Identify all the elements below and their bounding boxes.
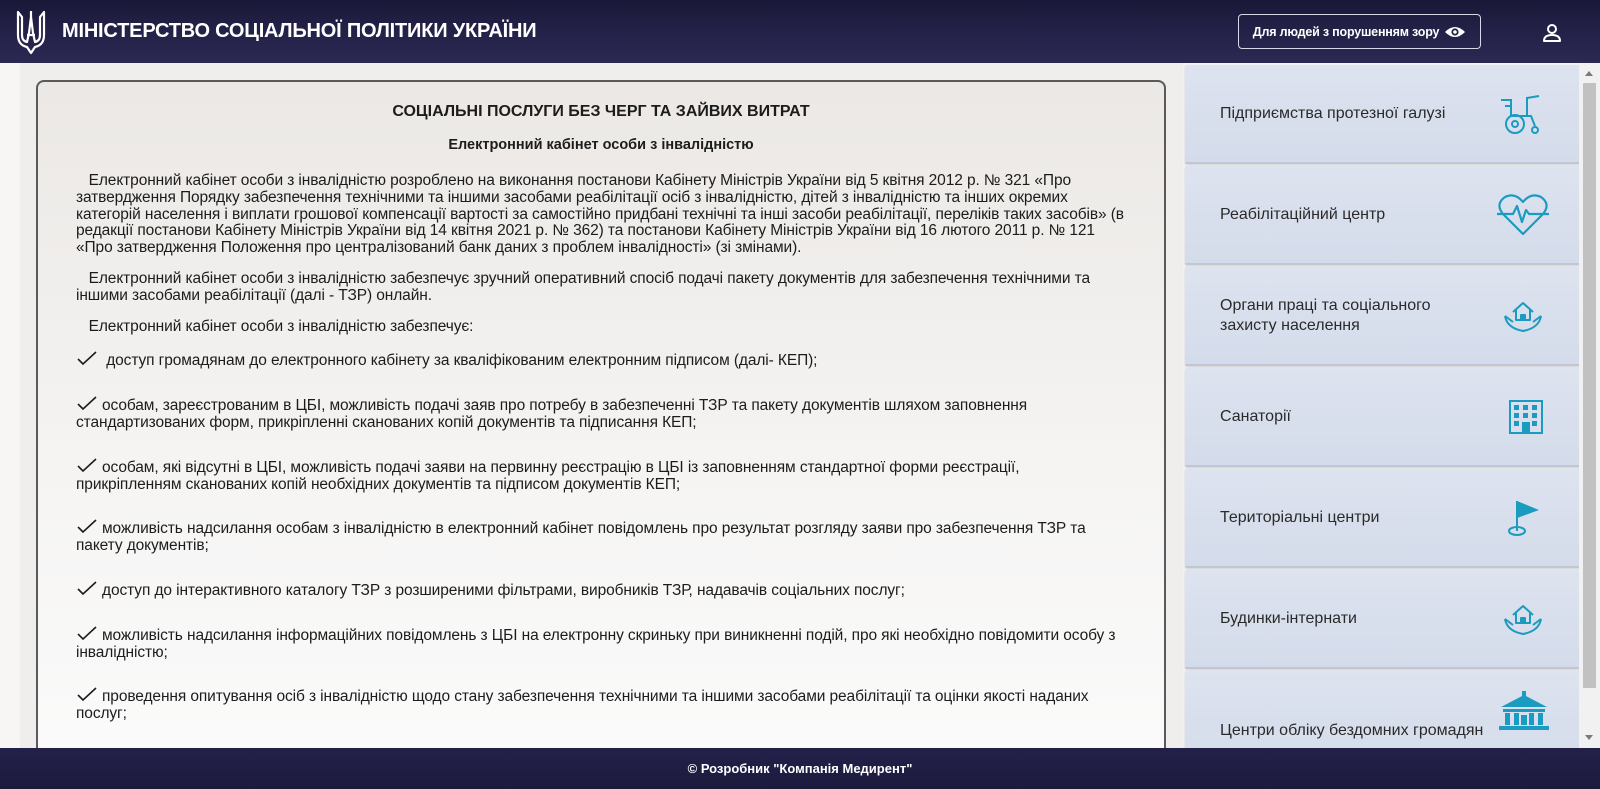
scrollbar-thumb[interactable] (1583, 83, 1596, 688)
checkmark-icon (76, 395, 98, 411)
list-item-text: проведення опитування осіб з інвалідністю щодо стану забезпечення технічними та іншими засобами реабілітації та оцінки якості наданих послуг; (76, 688, 1089, 723)
sidebar-item-sanatoriums[interactable] (1185, 368, 1579, 467)
sidebar-item-label: Будинки-інтернати (1220, 609, 1357, 627)
sidebar-item-label: Територіальні центри (1220, 508, 1380, 526)
app-footer (0, 748, 1600, 789)
features-list (76, 350, 1126, 723)
intro-paragraph: Електронний кабінет особи з інвалідністю розроблено на виконання постанови Кабінету Міністрів України від 5 квітня 2012 р. № 321 «Про затвердження Порядку забезпечення технічними та іншими засобами реабілітації осіб з інвалідністю, дітей з інвалідністю та інших окремих категорій населення і виплати грошової компенсації вартості за самостійно придбані технічні та інші засоби реабілітації, переліків таких засобів» (в редакції постанови Кабінету Міністрів України від 14 квітня 2021 р. № 362) та постанови Кабінету Міністрів України від 16 лютого 2011 р. № 121 «Про затвердження Положення про централізований банк даних з проблем інвалідності» (зі змінами). (76, 172, 1129, 257)
page-title: СОЦІАЛЬНІ ПОСЛУГИ БЕЗ ЧЕРГ ТА ЗАЙВИХ ВИТРАТ (392, 103, 810, 120)
low-vision-button-label: Для людей з порушенням зору (1252, 24, 1440, 39)
left-gutter (0, 63, 20, 748)
sidebar-item-label: Санаторії (1220, 407, 1291, 425)
scroll-down-arrow-icon[interactable] (1585, 735, 1593, 740)
eye-icon (1444, 25, 1466, 39)
list-item-text: особам, зареєстрованим в ЦБІ, можливість подачі заяв про потребу в забезпеченні ТЗР та пакету документів шляхом заповнення стандартизованих форм, прикріпленні сканованих копій документів та підписання КЕП; (76, 397, 1028, 431)
checkmark-icon (76, 580, 98, 596)
wheelchair-icon (1497, 92, 1543, 136)
description-paragraph: Електронний кабінет особи з інвалідністю забезпечує зручний оперативний спосіб подачі пакету документів для забезпечення технічними та іншими засобами реабілітації (далі - ТЗР) онлайн. (76, 269, 1095, 304)
list-item (76, 518, 1126, 555)
sidebar (1183, 63, 1579, 748)
scrollbar[interactable] (1579, 63, 1600, 748)
house-hands-icon (1503, 601, 1543, 637)
institution-icon (1497, 691, 1551, 731)
list-item-text: доступ громадянам до електронного кабінету за кваліфікованим електронним підписом (далі- КЕП); (102, 352, 818, 370)
sidebar-item-homeless-centers[interactable] (1185, 671, 1579, 748)
scroll-up-arrow-icon[interactable] (1585, 71, 1593, 76)
list-item-text: доступ до інтерактивного каталогу ТЗР з розширеними фільтрами, виробників ТЗР, надавачів соціальних послуг; (102, 581, 905, 599)
list-item (76, 457, 1126, 494)
checkmark-icon (76, 625, 98, 641)
list-item (76, 686, 1126, 723)
trident-icon[interactable] (15, 9, 47, 55)
sidebar-item-prosthetic[interactable] (1185, 65, 1579, 164)
content-card (36, 80, 1166, 780)
list-item-text: можливість надсилання інформаційних повідомлень з ЦБІ на електронну скриньку при виникненні подій, про які необхідно повідомити особу з інвалідністю; (76, 626, 1116, 661)
building-icon (1509, 400, 1543, 434)
checkmark-icon (76, 518, 98, 534)
sidebar-item-territorial[interactable] (1185, 469, 1579, 568)
footer-text: © Розробник "Компанія Медирент" (687, 761, 913, 776)
app-header (0, 0, 1600, 63)
sidebar-item-boarding-homes[interactable] (1185, 570, 1579, 669)
heart-pulse-icon (1495, 192, 1551, 238)
list-item (76, 580, 1126, 600)
site-title[interactable]: МІНІСТЕРСТВО СОЦІАЛЬНОЇ ПОЛІТИКИ УКРАЇНИ (62, 20, 537, 42)
location-flag-icon (1505, 498, 1543, 538)
low-vision-button[interactable] (1238, 14, 1481, 49)
list-item-text: можливість надсилання особам з інвалідністю в електронний кабінет повідомлень про результат розгляду заяви про забезпечення ТЗР та пакету документів; (76, 520, 1086, 555)
list-item (76, 625, 1126, 662)
features-intro: Електронний кабінет особи з інвалідністю забезпечує: (76, 317, 474, 335)
sidebar-item-label: Підприємства протезної галузі (1220, 104, 1446, 122)
list-item (76, 350, 1126, 370)
checkmark-icon (76, 350, 98, 366)
sidebar-item-rehab[interactable] (1185, 166, 1579, 265)
list-item-text: особам, які відсутні в ЦБІ, можливість подачі заяви на первинну реєстрацію в ЦБІ із заповненням стандартної форми реєстрації, прикріпленням сканованих копій необхідних документів та підписом документів КЕП; (76, 458, 1020, 493)
checkmark-icon (76, 457, 98, 473)
sidebar-item-label: Центри обліку бездомних громадян (1220, 722, 1484, 739)
checkmark-icon (76, 686, 98, 702)
user-icon[interactable] (1541, 22, 1563, 44)
sidebar-item-labor-social[interactable] (1185, 267, 1579, 366)
house-hands-icon (1503, 298, 1543, 334)
page-subtitle: Електронний кабінет особи з інвалідністю (448, 137, 754, 153)
sidebar-item-label: Органи праці та соціального захисту населення (1220, 296, 1431, 334)
list-item (76, 395, 1126, 432)
sidebar-item-label: Реабілітаційний центр (1220, 205, 1386, 223)
